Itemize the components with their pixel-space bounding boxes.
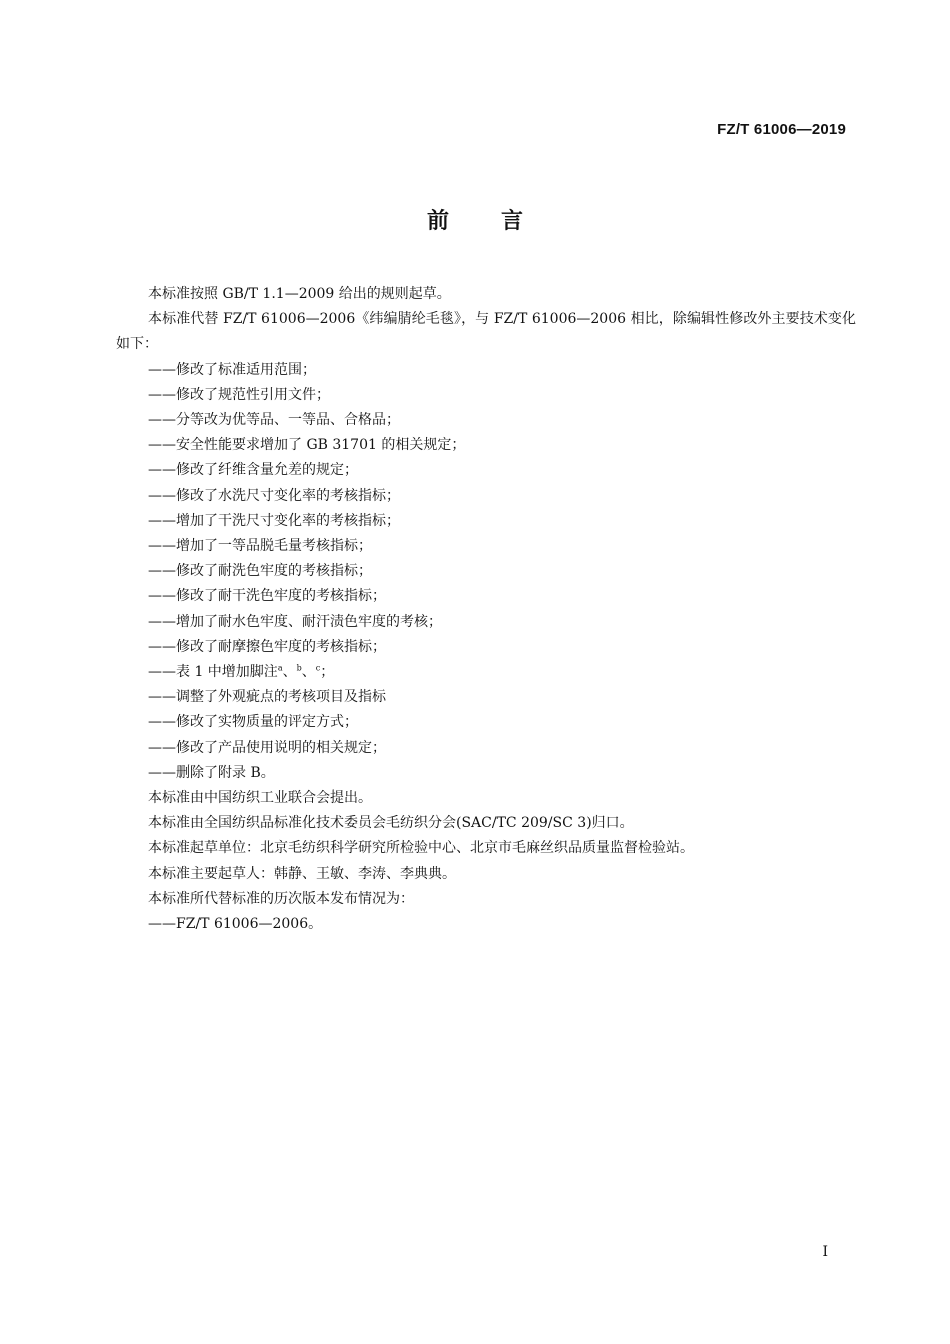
- list-item: ——修改了规范性引用文件；: [148, 386, 330, 403]
- footnote-separator: 、: [301, 664, 316, 681]
- intro-paragraph: 本标准按照 GB/T 1.1—2009 给出的规则起草。: [148, 286, 451, 302]
- list-item: ——修改了标准适用范围；: [148, 361, 316, 378]
- document-code: FZ/T 61006—2019: [717, 121, 846, 138]
- list-item: ——修改了耐干洗色牢度的考核指标；: [148, 588, 386, 605]
- history-list: [116, 912, 856, 937]
- closing-paragraph: 本标准起草单位：北京毛纺织科学研究所检验中心、北京市毛麻丝织品质量监督检验站。: [148, 840, 694, 857]
- footnote-separator: 、: [282, 664, 297, 681]
- footnote-marker-c: c: [315, 663, 321, 673]
- page-number: I: [822, 1244, 828, 1260]
- list-item: ——修改了水洗尺寸变化率的考核指标；: [148, 487, 400, 504]
- list-item: ——分等改为优等品、一等品、合格品；: [148, 412, 400, 429]
- closing-paragraph: 本标准由中国纺织工业联合会提出。: [148, 790, 372, 807]
- changes-list: [116, 358, 856, 786]
- footnote-marker-a: a: [277, 663, 283, 673]
- footnote-marker-b: b: [296, 663, 302, 673]
- document-body: [116, 282, 856, 937]
- list-item: ——修改了耐洗色牢度的考核指标；: [148, 563, 372, 580]
- list-item: ——删除了附录 B。: [148, 764, 275, 781]
- footnote-change-suffix: ；: [320, 664, 335, 681]
- list-item-footnotes: [116, 660, 856, 685]
- list-item: ——增加了耐水色牢度、耐汗渍色牢度的考核；: [148, 613, 442, 630]
- footnote-change-prefix: ——表 1 中增加脚注: [148, 664, 278, 681]
- closing-paragraph: 本标准由全国纺织品标准化技术委员会毛纺织分会(SAC/TC 209/SC 3)归口。: [148, 815, 634, 832]
- list-item: ——修改了纤维含量允差的规定；: [148, 462, 358, 479]
- closing-paragraph: 本标准所代替标准的历次版本发布情况为：: [148, 890, 414, 907]
- list-item: ——修改了实物质量的评定方式；: [148, 714, 358, 731]
- intro-paragraph: 本标准代替 FZ/T 61006—2006《纬编腈纶毛毯》，与 FZ/T 61006—2006 相比，除编辑性修改外主要技术变化如下：: [116, 311, 856, 353]
- list-item: ——修改了耐摩擦色牢度的考核指标；: [148, 638, 386, 655]
- list-item: ——安全性能要求增加了 GB 31701 的相关规定；: [148, 437, 466, 454]
- list-item: ——修改了产品使用说明的相关规定；: [148, 739, 386, 756]
- list-item: ——调整了外观疵点的考核项目及指标: [148, 689, 386, 706]
- list-item: ——增加了干洗尺寸变化率的考核指标；: [148, 512, 400, 529]
- list-item: ——增加了一等品脱毛量考核指标；: [148, 538, 372, 555]
- closing-paragraph: 本标准主要起草人：韩静、王敏、李涛、李典典。: [148, 865, 456, 882]
- list-item: ——FZ/T 61006—2006。: [148, 916, 323, 933]
- page-title: 前言: [426, 209, 575, 234]
